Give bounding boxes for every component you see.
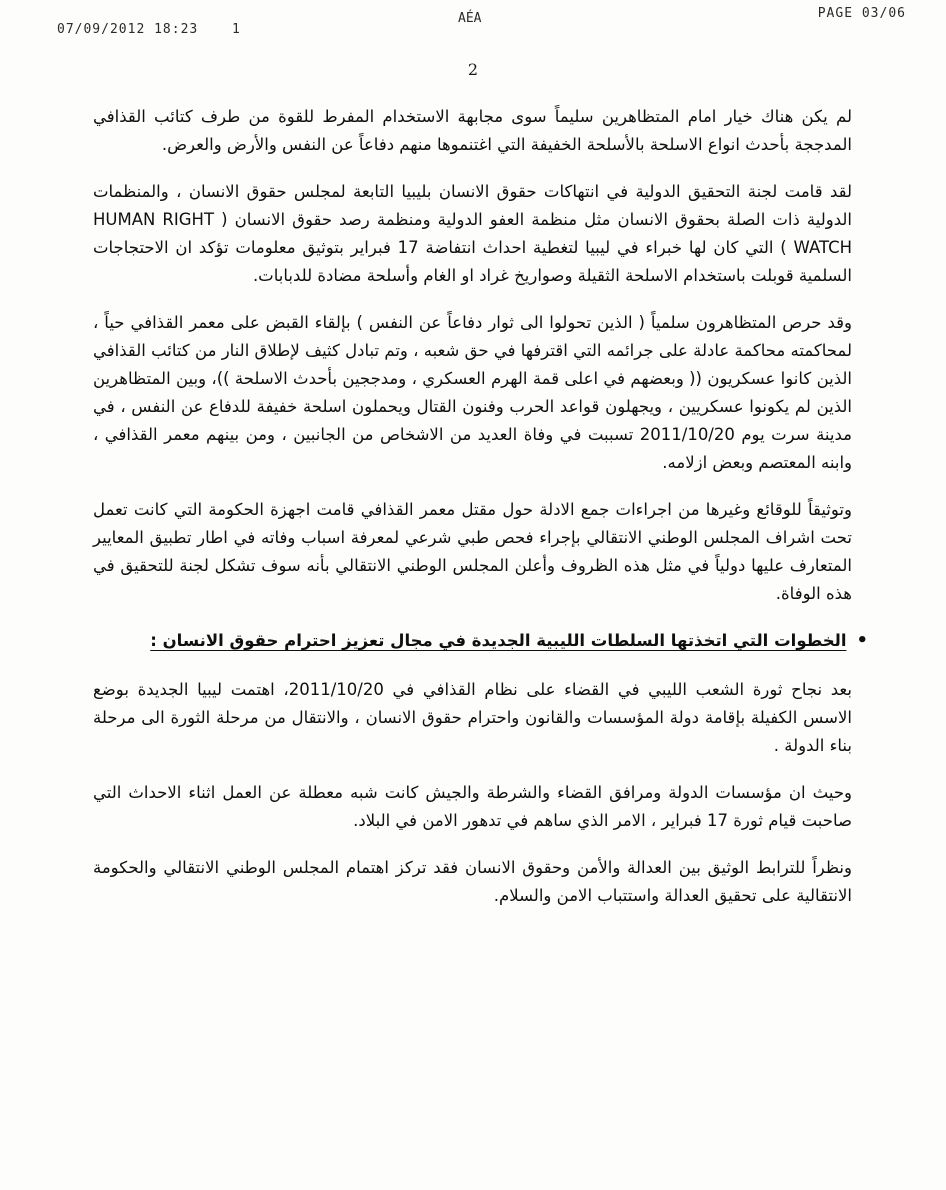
fax-counter: 1 xyxy=(232,22,240,37)
paragraph-2: لقد قامت لجنة التحقيق الدولية في انتهاكات حقوق الانسان بليبيا التابعة لمجلس حقوق الانسان ، والمنظمات الدولية ذات الصلة بحقوق الانسان مثل منظمة العفو الدولية ومنظمة رصد حقوق الانسان ( HUMAN RIGHT WATCH ) التي كان لها خبراء في ليبيا لتغطية احداث انتفاضة 17 فبراير بتوثيق معلومات تؤكد ان الاحتجاجات السلمية قوبلت باستخدام الاسلحة الثقيلة وصواريخ غراد او الغام وأسلحة مضادة للدبابات. xyxy=(93,182,853,285)
fax-page-indicator: PAGE 03/06 xyxy=(817,6,906,21)
document-body xyxy=(93,103,868,929)
paragraph-1: لم يكن هناك خيار امام المتظاهرين سليماً سوى مجابهة الاستخدام المفرط للقوة من طرف كتائب القذافي المدججة بأحدث انواع الاسلحة بالأسلحة الخفيفة التي اغتنموها منهم دفاعاً عن النفس والأرض والعرض. xyxy=(93,107,852,154)
paragraph-3: وقد حرص المتظاهرون سلمياً ( الذين تحولوا الى ثوار دفاعاً عن النفس ) بإلقاء القبض على معمر القذافي حياً ، لمحاكمته محاكمة عادلة على جرائمه التي اقترفها في حق شعبه ، وتم تبادل كثيف لإطلاق النار من كتائب القذافي الذين كانوا عسكريون (( وبعضهم في اعلى قمة الهرم العسكري ، ومدججين بأحدث الاسلحة ))، وبين المتظاهرين الذين لم يكونوا عسكريين ، ويجهلون قواعد الحرب وفنون القتال ويحملون اسلحة خفيفة للدفاع عن النفس ، في مدينة سرت يوم 2011/10/20 تسببت في وفاة العديد من الاشخاص من الجانبين ، ومن بينهم معمر القذافي ، وابنه المعتصم وبعض ازلامه. xyxy=(93,313,852,472)
page-number: 2 xyxy=(467,60,479,79)
paragraph-5: بعد نجاح ثورة الشعب الليبي في القضاء على نظام القذافي في 2011/10/20، اهتمت ليبيا الجديدة بوضع الاسس الكفيلة بإقامة دولة المؤسسات والقانون واحترام حقوق الانسان ، والانتقال من مرحلة الثورة الى مرحلة بناء الدولة . xyxy=(93,680,852,755)
fax-header xyxy=(0,0,946,46)
section-heading-text: الخطوات التي اتخذتها السلطات الليبية الجديدة في مجال تعزيز احترام حقوق الانسان : xyxy=(150,631,847,650)
bullet-icon: • xyxy=(856,630,868,651)
fax-station-id: AÉA xyxy=(458,11,482,26)
paragraph-4: وتوثيقاً للوقائع وغيرها من اجراءات جمع الادلة حول مقتل معمر القذافي قامت اجهزة الحكومة التي كانت تعمل تحت اشراف المجلس الوطني الانتقالي بإجراء فحص طبي شرعي لمعرفة اسباب وفاته في اطار تطبيق المعايير المتعارف عليها دولياً في مثل هذه الظروف وأعلن المجلس الوطني الانتقالي بأنه سوف تشكل لجنة للتحقيق في هذه الوفاة. xyxy=(93,500,852,603)
fax-timestamp: 07/09/2012 18:23 xyxy=(57,22,199,37)
paragraph-7: ونظراً للترابط الوثيق بين العدالة والأمن وحقوق الانسان فقد تركز اهتمام المجلس الوطني الانتقالي والحكومة الانتقالية على تحقيق العدالة واستتباب الامن والسلام. xyxy=(93,858,852,905)
paragraph-6: وحيث ان مؤسسات الدولة ومرافق القضاء والشرطة والجيش كانت شبه معطلة عن العمل اثناء الاحداث التي صاحبت قيام ثورة 17 فبراير ، الامر الذي ساهم في تدهور الامن في البلاد. xyxy=(93,783,852,830)
section-heading xyxy=(93,627,868,655)
